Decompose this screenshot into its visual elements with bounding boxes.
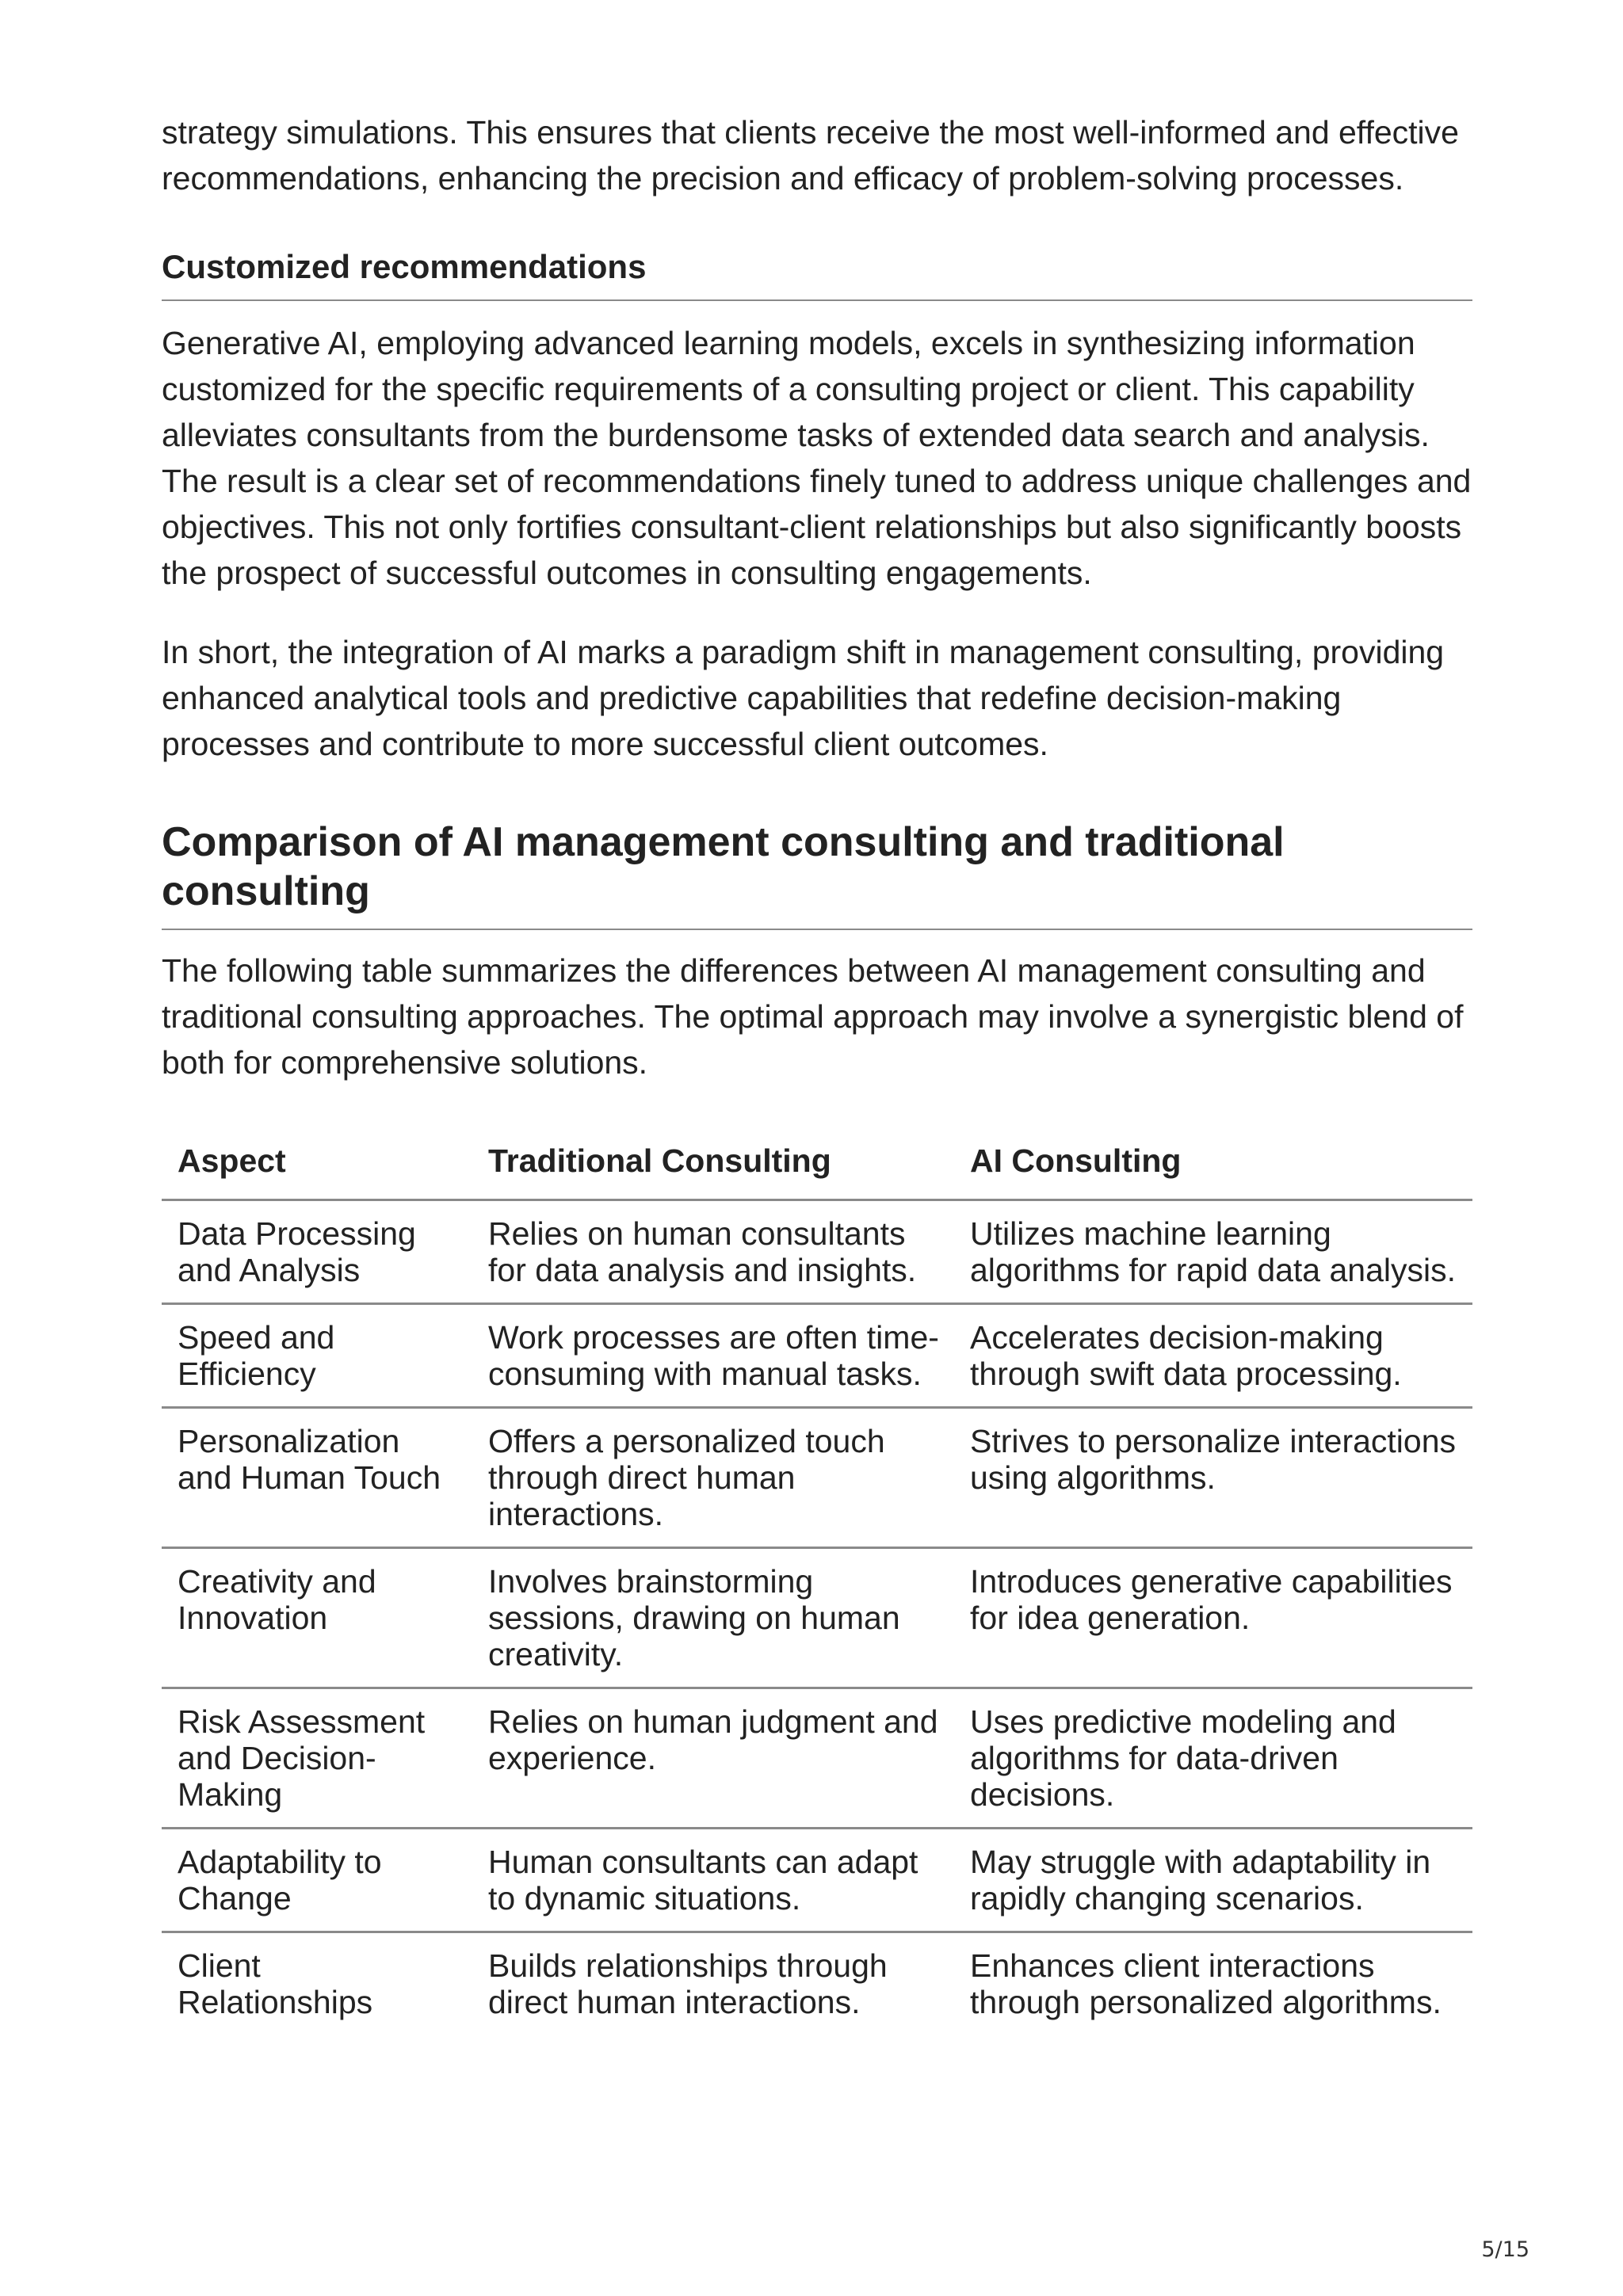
customized-recommendations-paragraph: Generative AI, employing advanced learning models, excels in synthesizing information customized for the specific requirements of a consulting project or client. This capability alleviates consultants from the burdensome tasks of extended data search and analysis. The result is a clear set of recommendations finely tuned to address unique challenges and objectives. This not only fortifies consultant-client relationships but also significantly boosts the prospect of successful outcomes in consulting engagements. — [162, 325, 1472, 591]
comparison-table — [162, 1131, 1472, 2035]
cell-traditional: Relies on human judgment and experience. — [472, 1688, 954, 1829]
header-aspect: Aspect — [162, 1131, 472, 1200]
cell-ai: Utilizes machine learning algorithms for rapid data analysis. — [954, 1200, 1472, 1304]
cell-ai: Strives to personalize interactions using algorithms. — [954, 1408, 1472, 1548]
page-number: 5/15 — [1481, 2237, 1529, 2262]
table-header-row — [162, 1131, 1472, 1200]
table-row — [162, 1548, 1472, 1688]
cell-ai: Accelerates decision-making through swift data processing. — [954, 1304, 1472, 1408]
header-ai-consulting: AI Consulting — [954, 1131, 1472, 1200]
cell-aspect: Client Relationships — [178, 1947, 373, 2020]
cell-ai: Introduces generative capabilities for idea generation. — [954, 1548, 1472, 1688]
cell-aspect: Risk Assessment and Decision-Making — [162, 1688, 472, 1829]
cell-traditional: Relies on human consultants for data analysis and insights. — [472, 1200, 954, 1304]
table-row — [162, 1829, 1472, 1932]
cell-traditional: Human consultants can adapt to dynamic situations. — [472, 1829, 954, 1932]
cell-ai: Enhances client interactions through personalized algorithms. — [970, 1947, 1442, 2020]
table-row — [162, 1200, 1472, 1304]
table-row — [162, 1408, 1472, 1548]
document-page — [162, 109, 1472, 2035]
cell-aspect: Adaptability to Change — [162, 1829, 472, 1932]
table-row — [162, 1304, 1472, 1408]
cell-aspect: Personalization and Human Touch — [162, 1408, 472, 1548]
intro-paragraph: strategy simulations. This ensures that clients receive the most well-informed and effective recommendations, enhancing the precision and efficacy of problem-solving processes. — [162, 114, 1459, 196]
cell-traditional: Builds relationships through direct human interactions. — [488, 1947, 888, 2020]
customized-recommendations-heading: Customized recommendations — [162, 244, 1472, 301]
cell-traditional: Work processes are often time-consuming with manual tasks. — [472, 1304, 954, 1408]
cell-traditional: Offers a personalized touch through direct human interactions. — [472, 1408, 954, 1548]
cell-traditional: Involves brainstorming sessions, drawing on human creativity. — [472, 1548, 954, 1688]
cell-ai: Uses predictive modeling and algorithms for data-driven decisions. — [954, 1688, 1472, 1829]
cell-aspect: Data Processing and Analysis — [162, 1200, 472, 1304]
table-row — [162, 1688, 1472, 1829]
summary-paragraph: In short, the integration of AI marks a paradigm shift in management consulting, providing enhanced analytical tools and predictive capabilities that redefine decision-making processes and contribute to more successful client outcomes. — [162, 634, 1445, 762]
cell-aspect: Creativity and Innovation — [162, 1548, 472, 1688]
comparison-intro-paragraph: The following table summarizes the differences between AI management consulting and traditional consulting approaches. The optimal approach may involve a synergistic blend of both for comprehensive solutions. — [162, 952, 1464, 1081]
cell-ai: May struggle with adaptability in rapidly changing scenarios. — [954, 1829, 1472, 1932]
header-traditional-consulting: Traditional Consulting — [472, 1131, 954, 1200]
table-row — [162, 1932, 1472, 2035]
cell-aspect: Speed and Efficiency — [162, 1304, 472, 1408]
comparison-heading: Comparison of AI management consulting and traditional consulting — [162, 818, 1472, 930]
